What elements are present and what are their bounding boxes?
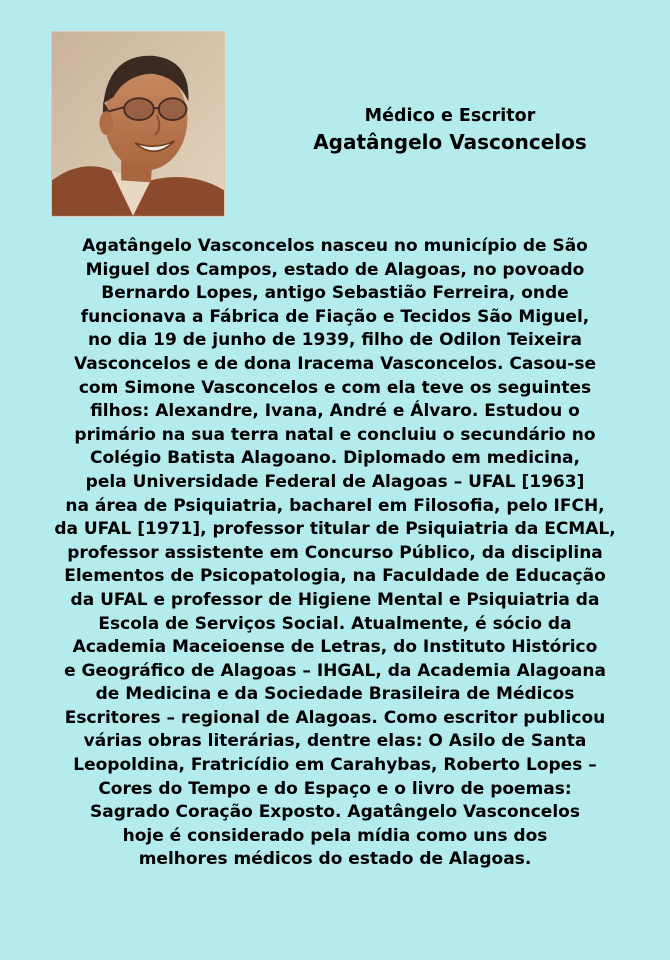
portrait-photo <box>51 31 225 217</box>
header <box>250 104 650 155</box>
biography-text <box>20 235 650 872</box>
biography-line: com Simone Vasconcelos e com ela teve os seguintes <box>78 377 592 398</box>
portrait-icon <box>52 32 224 216</box>
biography-line: várias obras literárias, dentre elas: O Asilo de Santa <box>83 731 587 752</box>
biography-line: Bernardo Lopes, antigo Sebastião Ferreira, onde <box>101 283 569 304</box>
biography-line: funcionava a Fábrica de Fiação e Tecidos São Miguel, <box>80 306 590 327</box>
biography-line: primário na sua terra natal e concluiu o secundário no <box>74 424 596 445</box>
page-title: Agatângelo Vasconcelos <box>313 130 587 154</box>
biography-line: Elementos de Psicopatologia, na Faculdade de Educação <box>64 566 606 587</box>
biography-line: Agatângelo Vasconcelos nasceu no município de São <box>82 236 588 256</box>
biography-line: filhos: Alexandre, Ivana, André e Álvaro. Estudou o <box>90 401 580 422</box>
biography-line: Colégio Batista Alagoano. Diplomado em medicina, <box>90 448 580 469</box>
biography-line: Sagrado Coração Exposto. Agatângelo Vasconcelos <box>90 802 580 823</box>
biography-line: da UFAL [1971], professor titular de Psiquiatria da ECMAL, <box>54 519 616 540</box>
biography-line: Cores do Tempo e do Espaço e o livro de poemas: <box>98 778 572 799</box>
biography-line: no dia 19 de junho de 1939, filho de Odilon Teixeira <box>88 330 582 351</box>
biography-line: Vasconcelos e de dona Iracema Vasconcelos. Casou-se <box>74 353 596 374</box>
biography-line: hoje é considerado pela mídia como uns dos <box>122 825 548 846</box>
biography-line: Leopoldina, Fratricídio em Carahybas, Roberto Lopes – <box>73 755 597 776</box>
biography-line: Academia Maceioense de Letras, do Instituto Histórico <box>72 637 598 658</box>
biography-line: Miguel dos Campos, estado de Alagoas, no povoado <box>85 259 585 280</box>
biography-line: melhores médicos do estado de Alagoas. <box>138 849 532 870</box>
biography-line: e Geográfico de Alagoas – IHGAL, da Academia Alagoana <box>64 660 606 681</box>
subtitle: Médico e Escritor <box>364 106 536 126</box>
biography-line: Escola de Serviços Social. Atualmente, é sócio da <box>98 613 572 634</box>
biography-line: da UFAL e professor de Higiene Mental e Psiquiatria da <box>70 589 600 610</box>
biography-line: pela Universidade Federal de Alagoas – UFAL [1963] <box>85 471 585 492</box>
biography-line: Escritores – regional de Alagoas. Como escritor publicou <box>64 707 606 728</box>
biography-line: na área de Psiquiatria, bacharel em Filosofia, pelo IFCH, <box>65 495 605 516</box>
biography-line: professor assistente em Concurso Público, da disciplina <box>67 542 603 563</box>
biography-line: de Medicina e da Sociedade Brasileira de Médicos <box>95 684 575 705</box>
